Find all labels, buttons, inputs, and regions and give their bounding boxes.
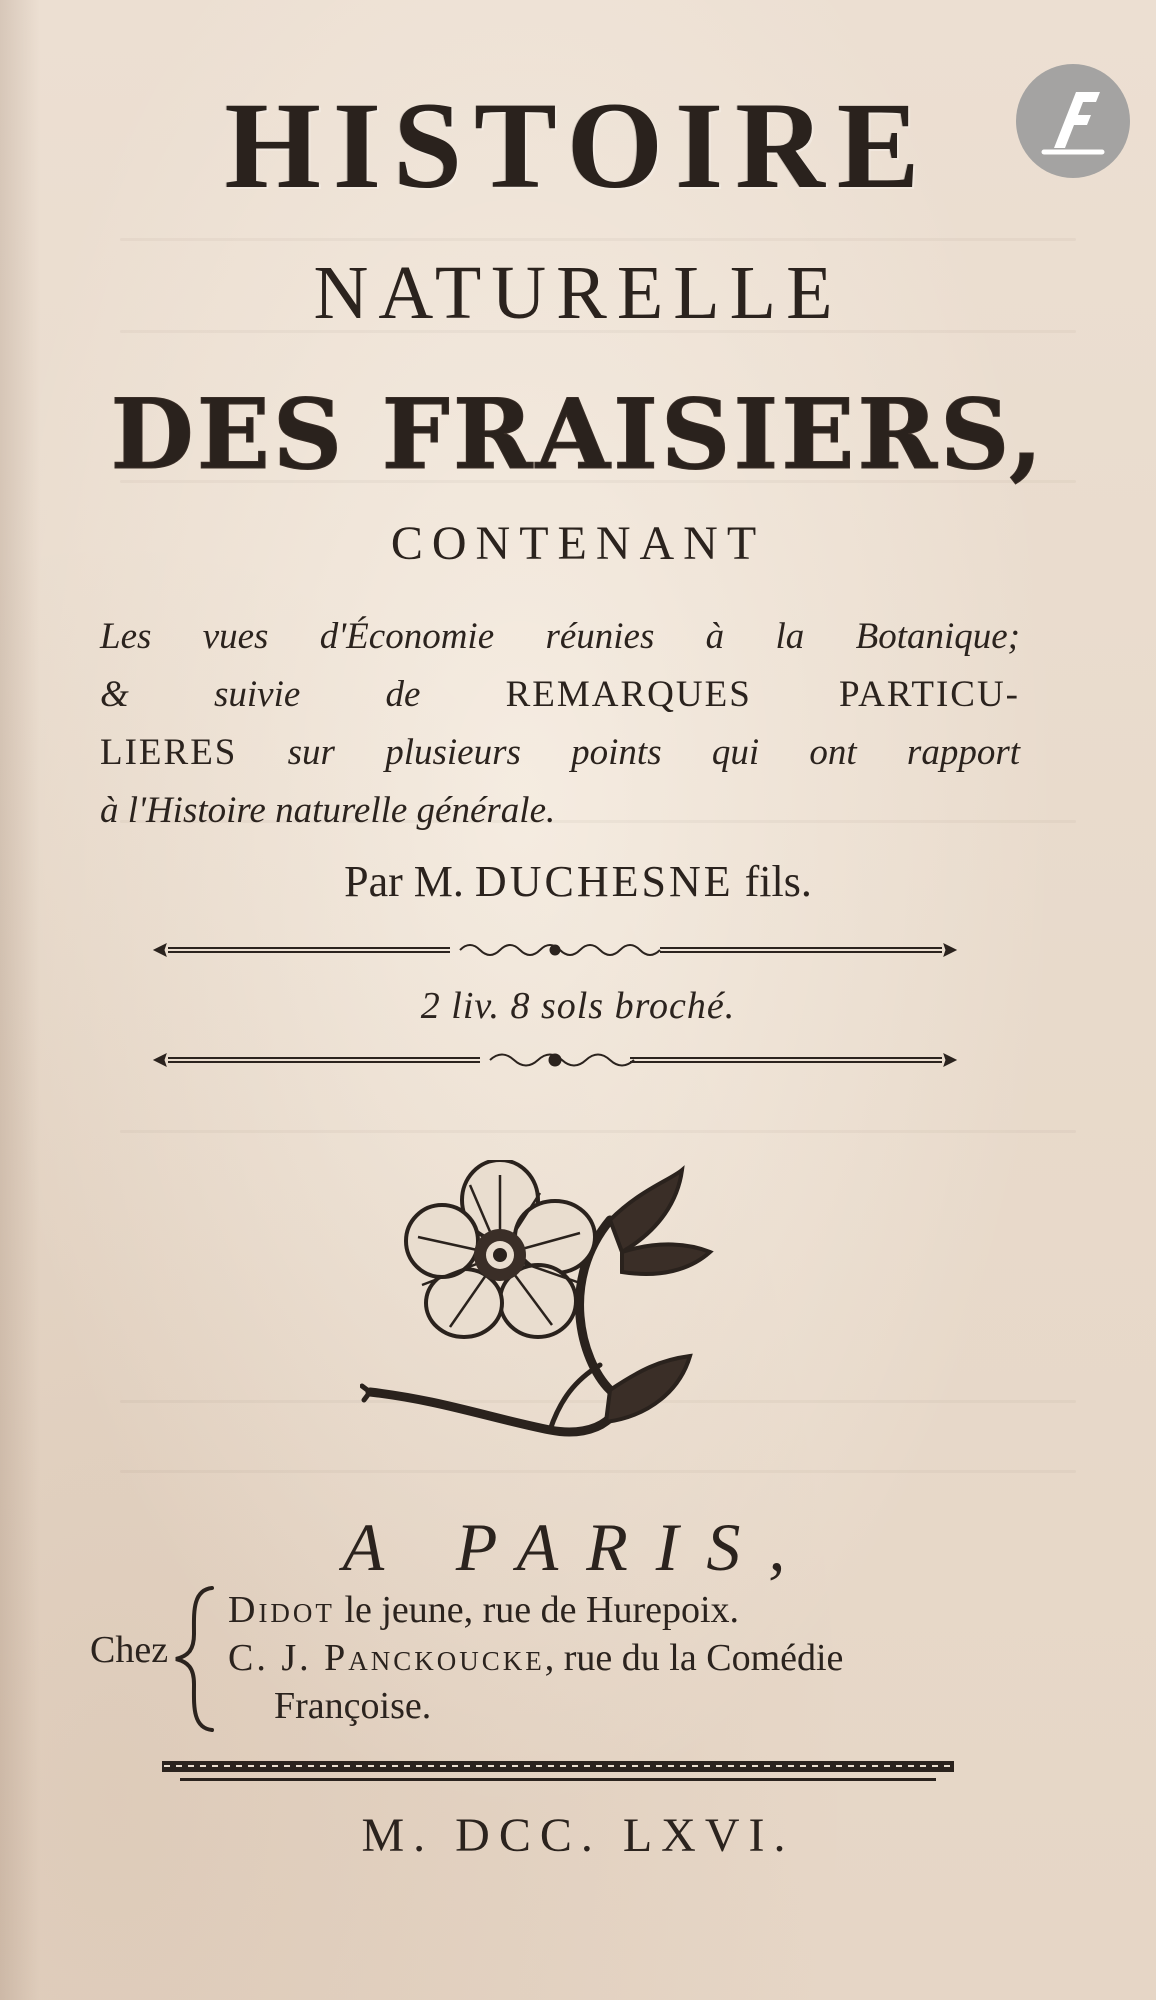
flower-woodcut-icon bbox=[360, 1160, 720, 1480]
imprint-chez: Chez bbox=[90, 1629, 169, 1671]
price-line: 2 liv. 8 sols broché. bbox=[420, 985, 736, 1027]
curly-brace-icon bbox=[170, 1584, 220, 1734]
author-prefix: Par M. bbox=[344, 857, 464, 906]
subtitle-lieres-caps: LIERES bbox=[100, 732, 238, 773]
publisher-didot-name: Didot bbox=[228, 1589, 335, 1631]
bleed-through-line bbox=[120, 1130, 1076, 1133]
bleed-through-line bbox=[120, 238, 1076, 241]
publisher-panckoucke-cont: Françoise. bbox=[274, 1685, 432, 1727]
subtitle-remarques-caps: REMARQUES PARTICU- bbox=[505, 674, 1021, 715]
title-des-fraisiers: DES FRAISIERS, bbox=[110, 378, 1046, 491]
title-histoire: HISTOIRE bbox=[224, 77, 932, 214]
ornamental-rule-top bbox=[150, 938, 960, 962]
imprint-city: A PARIS, bbox=[342, 1509, 814, 1585]
subtitle-line-2-prefix: & suivie de bbox=[100, 674, 421, 715]
subtitle-line-2 bbox=[100, 666, 1020, 724]
title-naturelle: NATURELLE bbox=[313, 251, 843, 335]
author-line bbox=[0, 856, 1156, 907]
imprint-date: M. DCC. LXVI. bbox=[361, 1809, 795, 1862]
subtitle-line-1: Les vues d'Économie réunies à la Botanique; bbox=[100, 616, 1020, 657]
subtitle-line-3-rest: sur plusieurs points qui ont rapport bbox=[287, 732, 1021, 773]
publisher-panckoucke-address: , rue du la Comédie bbox=[544, 1637, 844, 1679]
ornamental-rule-bottom bbox=[150, 1048, 960, 1072]
author-suffix: fils. bbox=[744, 857, 812, 906]
publisher-didot-address: le jeune, rue de Hurepoix. bbox=[344, 1589, 740, 1631]
publisher-panckoucke bbox=[228, 1636, 843, 1680]
subtitle-line-3 bbox=[100, 724, 1020, 782]
author-name: DUCHESNE bbox=[474, 857, 734, 906]
publisher-panckoucke-name: C. J. Panckoucke bbox=[228, 1637, 545, 1679]
title-contenant: CONTENANT bbox=[390, 517, 766, 570]
subtitle-line-4: à l'Histoire naturelle générale. bbox=[100, 790, 556, 831]
subtitle-block bbox=[100, 608, 1020, 840]
thick-ornamental-rule bbox=[160, 1758, 956, 1786]
publisher-didot bbox=[228, 1588, 739, 1632]
